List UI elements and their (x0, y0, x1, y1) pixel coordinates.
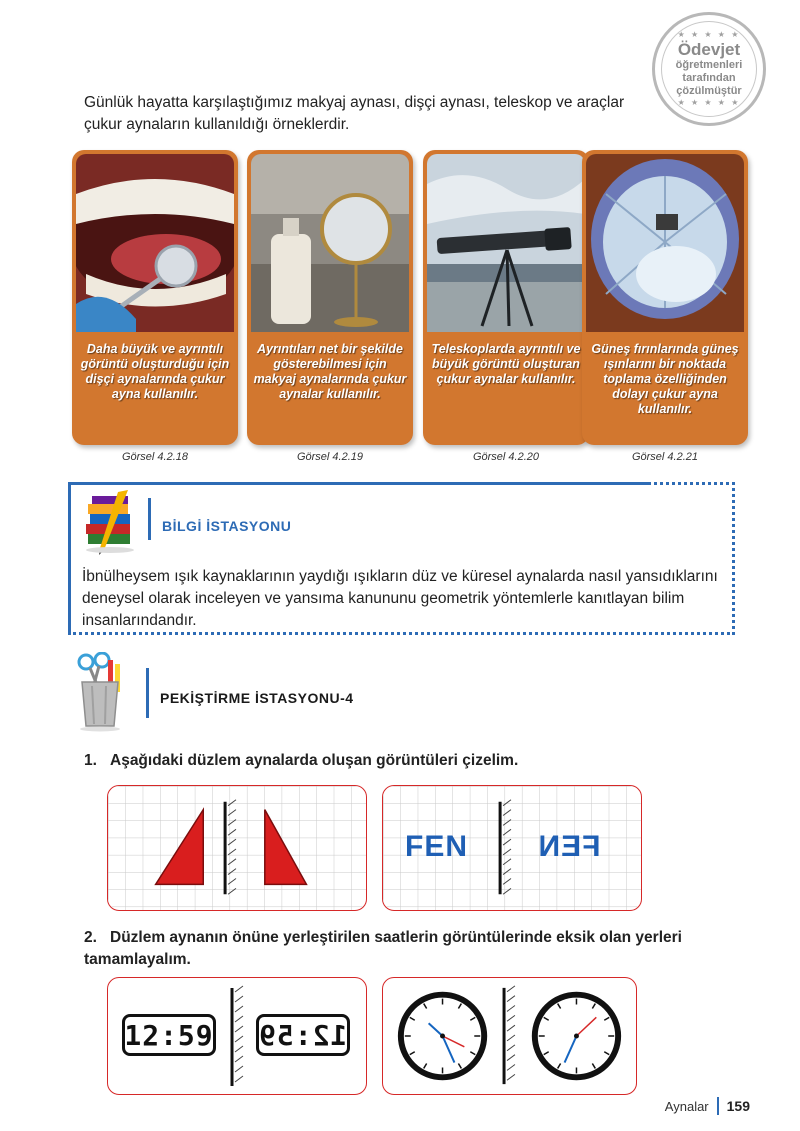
telescope-photo (427, 154, 585, 332)
card-dentist-mirror (72, 150, 238, 445)
plane-mirror (232, 986, 243, 1086)
makeup-mirror-photo (251, 154, 409, 332)
stamp-stars: ★ ★ ★ ★ ★ (677, 30, 741, 39)
stamp-line-3: tarafından (682, 72, 736, 84)
digital-clock-reflected (256, 1014, 350, 1056)
box-border-right-dotted (732, 482, 735, 635)
question-2 (84, 927, 724, 971)
page-number: 159 (726, 1098, 750, 1114)
chapter-name: Aynalar (664, 1098, 709, 1114)
title-separator (148, 498, 151, 540)
stamp-inner-ring (661, 21, 757, 117)
box-border-left (68, 482, 71, 635)
card-caption: Teleskoplarda ayrıntılı ve büyük görüntü oluşturan çukur aynalar kullanılır. (431, 342, 581, 386)
question-text: Düzlem aynanın önüne yerleştirilen saatlerin görüntülerinde eksik olan yerleri tamamlayalım. (84, 929, 682, 968)
solar-oven-photo (586, 154, 744, 332)
plane-mirror (504, 986, 515, 1084)
pekistirme-title: PEKİŞTİRME İSTASYONU-4 (160, 690, 354, 706)
stamp-stars-bottom: ★ ★ ★ ★ ★ (677, 98, 741, 107)
analog-clock-panel (382, 977, 637, 1095)
bilgi-istasyonu-box (68, 482, 735, 635)
stamp-title: Ödevjet (677, 40, 741, 59)
card-makeup-mirror (247, 150, 413, 445)
bilgi-title: BİLGİ İSTASYONU (162, 518, 292, 534)
card-caption: Daha büyük ve ayrıntılı görüntü oluşturduğu için dişçi aynalarında çukur ayna kullanılır. (80, 342, 230, 401)
analog-clock-reflected (535, 995, 618, 1078)
question-number: 1. (84, 752, 97, 769)
dentist-mirror-photo (76, 154, 234, 332)
question-text: Aşağıdaki düzlem aynalarda oluşan görüntüleri çizelim. (110, 752, 519, 769)
figure-label: Görsel 4.2.21 (631, 451, 699, 463)
figure-label: Görsel 4.2.18 (121, 451, 189, 463)
footer-separator (717, 1097, 719, 1115)
stamp-line-4: çözülmüştür (676, 85, 742, 97)
digital-clock-time-mirrored: 12:59 (258, 1018, 348, 1052)
title-separator (146, 668, 149, 718)
pencil-cup-icon (72, 652, 128, 732)
odevjet-stamp (652, 12, 766, 126)
original-word: FEN (405, 830, 468, 863)
page-footer (665, 1097, 750, 1115)
digital-clock-panel (107, 977, 367, 1095)
card-telescope (423, 150, 589, 445)
intro-paragraph: Günlük hayatta karşılaştığımız makyaj aynası, dişçi aynası, teleskop ve araçlar çukur aynaların kullanıldığı örneklerdir. (84, 94, 625, 133)
box-border-top (68, 482, 648, 485)
question-1 (84, 750, 518, 772)
question-number: 2. (84, 929, 97, 946)
box-border-top-dotted (648, 482, 735, 485)
bilgi-text: İbnülheysem ışık kaynaklarının yaydığı ışıkların düz ve küresel aynalarda nasıl yansıdıklarını deneysel olarak inceleyen ve yansıma kanununu geometrik yöntemlerle kanıtlayan bilim insanlarındandır. (82, 568, 718, 629)
box-border-bottom-dotted (68, 632, 735, 635)
books-icon (82, 490, 138, 556)
card-caption: Ayrıntıları net bir şekilde gösterebilmesi için makyaj aynalarında çukur aynalar kullanılır. (253, 342, 407, 401)
word-mirror-panel (382, 785, 642, 911)
figure-label: Görsel 4.2.19 (296, 451, 364, 463)
reflected-word: FEN (537, 830, 601, 863)
card-caption: Güneş fırınlarında güneş ışınlarını bir noktada toplama özelliğinden dolayı çukur ayna kullanılır. (591, 342, 739, 416)
stamp-line-2: öğretmenleri (675, 59, 743, 71)
digital-clock-time: 12:59 (124, 1018, 214, 1052)
analog-clock-original (401, 995, 484, 1078)
triangle-mirror-panel (107, 785, 367, 911)
card-solar-oven (582, 150, 748, 445)
figure-label: Görsel 4.2.20 (472, 451, 540, 463)
